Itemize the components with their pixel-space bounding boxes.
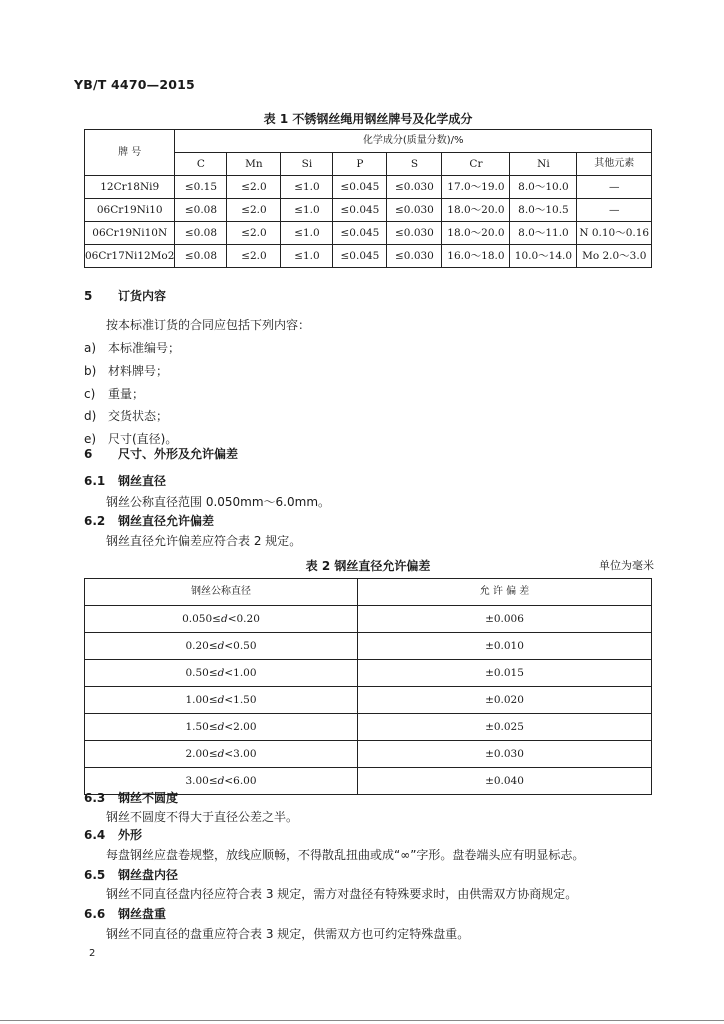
table-row — [85, 741, 652, 768]
table-cell: 18.0～20.0 — [442, 222, 510, 245]
grade-cell: 12Cr18Ni9 — [85, 176, 175, 199]
table-row — [85, 199, 652, 222]
table-cell: ≤0.045 — [333, 222, 387, 245]
section-6-4-heading: 6.4 外形 — [84, 828, 143, 842]
list-item: e) 尺寸(直径)。 — [84, 432, 178, 446]
table-cell: ≤0.030 — [387, 199, 442, 222]
table-row — [85, 687, 652, 714]
list-item: b) 材料牌号； — [84, 364, 169, 378]
section-5-intro: 按本标准订货的合同应包括下列内容： — [106, 318, 311, 332]
table-cell: ≤0.08 — [175, 245, 227, 268]
table1-col-c: C — [175, 153, 227, 176]
table-cell: Mo 2.0～3.0 — [577, 245, 652, 268]
section-number: 5 — [84, 289, 93, 303]
section-6-3-heading: 6.3 钢丝不圆度 — [84, 791, 179, 805]
table-cell: ≤2.0 — [227, 222, 281, 245]
tolerance-cell: ±0.015 — [358, 660, 652, 687]
diameter-range-cell: 0.050≤d<0.20 — [85, 606, 358, 633]
table1-caption: 表 1 不锈钢丝绳用钢丝牌号及化学成分 — [263, 112, 473, 126]
section-6-6-text: 钢丝不同直径的盘重应符合表 3 规定，供需双方也可约定特殊盘重。 — [106, 927, 470, 941]
table1-col-p: P — [333, 153, 387, 176]
table-cell: ≤0.045 — [333, 245, 387, 268]
section-6-2-heading: 6.2 钢丝直径允许偏差 — [84, 514, 215, 528]
table-cell: 8.0～10.5 — [510, 199, 577, 222]
diameter-range-cell: 2.00≤d<3.00 — [85, 741, 358, 768]
section-6-6-heading: 6.6 钢丝盘重 — [84, 907, 167, 921]
table-row — [85, 606, 652, 633]
table-row — [85, 176, 652, 199]
table1-header-group: 化学成分(质量分数)/% — [175, 130, 652, 153]
tolerance-cell: ±0.040 — [358, 768, 652, 795]
table-cell: ≤2.0 — [227, 199, 281, 222]
table2-header-tolerance: 允 许 偏 差 — [358, 579, 652, 606]
table1-col-other: 其他元素 — [577, 153, 652, 176]
diameter-range-cell: 0.50≤d<1.00 — [85, 660, 358, 687]
table1-col-s: S — [387, 153, 442, 176]
list-item: d) 交货状态； — [84, 409, 169, 423]
table1-col-ni: Ni — [510, 153, 577, 176]
tolerance-cell: ±0.006 — [358, 606, 652, 633]
table-cell: 17.0～19.0 — [442, 176, 510, 199]
section-6-heading: 6 尺寸、外形及允许偏差 — [84, 447, 239, 461]
page-number: 2 — [89, 948, 96, 959]
table-cell: 18.0～20.0 — [442, 199, 510, 222]
table-cell: ≤0.030 — [387, 222, 442, 245]
chemical-composition-table — [84, 129, 652, 268]
table-cell: — — [577, 199, 652, 222]
diameter-range-cell: 1.00≤d<1.50 — [85, 687, 358, 714]
table-cell: ≤0.08 — [175, 222, 227, 245]
table-cell: ≤0.045 — [333, 176, 387, 199]
bottom-edge-rule — [0, 1020, 724, 1021]
tolerance-cell: ±0.025 — [358, 714, 652, 741]
table2-unit: 单位为毫米 — [599, 559, 654, 572]
table-cell: — — [577, 176, 652, 199]
section-6-4-text: 每盘钢丝应盘卷规整，放线应顺畅，不得散乱扭曲或成“∞”字形。盘卷端头应有明显标志。 — [106, 848, 585, 862]
list-item: a) 本标准编号； — [84, 341, 181, 355]
diameter-range-cell: 1.50≤d<2.00 — [85, 714, 358, 741]
table-row — [85, 222, 652, 245]
section-6-3-text: 钢丝不圆度不得大于直径公差之半。 — [106, 810, 299, 824]
table1-col-cr: Cr — [442, 153, 510, 176]
diameter-tolerance-table — [84, 578, 652, 795]
table-cell: 8.0～11.0 — [510, 222, 577, 245]
table-cell: 16.0～18.0 — [442, 245, 510, 268]
section-6-1-text: 钢丝公称直径范围 0.050mm～6.0mm。 — [106, 495, 331, 509]
table-row — [85, 633, 652, 660]
table-cell: ≤0.045 — [333, 199, 387, 222]
tolerance-cell: ±0.010 — [358, 633, 652, 660]
table-cell: ≤2.0 — [227, 176, 281, 199]
section-title: 订货内容 — [118, 289, 167, 303]
table-cell: 8.0～10.0 — [510, 176, 577, 199]
table1-header-grade: 牌 号 — [85, 130, 175, 176]
table1-col-si: Si — [281, 153, 333, 176]
table-row — [85, 660, 652, 687]
section-6-5-text: 钢丝不同直径盘内径应符合表 3 规定，需方对盘径有特殊要求时，由供需双方协商规定。 — [106, 887, 578, 901]
table-cell: ≤0.15 — [175, 176, 227, 199]
grade-cell: 06Cr19Ni10 — [85, 199, 175, 222]
table-cell: ≤0.08 — [175, 199, 227, 222]
table-cell: ≤2.0 — [227, 245, 281, 268]
list-item: c) 重量； — [84, 387, 145, 401]
section-6-5-heading: 6.5 钢丝盘内径 — [84, 868, 179, 882]
table-cell: 10.0～14.0 — [510, 245, 577, 268]
tolerance-cell: ±0.020 — [358, 687, 652, 714]
table-cell: N 0.10～0.16 — [577, 222, 652, 245]
diameter-range-cell: 0.20≤d<0.50 — [85, 633, 358, 660]
standard-header: YB/T 4470—2015 — [74, 77, 195, 92]
table1-col-mn: Mn — [227, 153, 281, 176]
table-cell: ≤0.030 — [387, 176, 442, 199]
section-6-1-heading: 6.1 钢丝直径 — [84, 474, 167, 488]
table-cell: ≤1.0 — [281, 176, 333, 199]
section-5-heading — [84, 287, 166, 304]
grade-cell: 06Cr19Ni10N — [85, 222, 175, 245]
diameter-range-cell: 3.00≤d<6.00 — [85, 768, 358, 795]
grade-cell: 06Cr17Ni12Mo2 — [85, 245, 175, 268]
table-cell: ≤1.0 — [281, 199, 333, 222]
table-row — [85, 714, 652, 741]
table2-header-diameter: 钢丝公称直径 — [85, 579, 358, 606]
table-cell: ≤1.0 — [281, 245, 333, 268]
table2-caption: 表 2 钢丝直径允许偏差 — [305, 559, 431, 573]
table-cell: ≤0.030 — [387, 245, 442, 268]
section-6-2-text: 钢丝直径允许偏差应符合表 2 规定。 — [106, 534, 302, 548]
table-cell: ≤1.0 — [281, 222, 333, 245]
table-row — [85, 245, 652, 268]
tolerance-cell: ±0.030 — [358, 741, 652, 768]
